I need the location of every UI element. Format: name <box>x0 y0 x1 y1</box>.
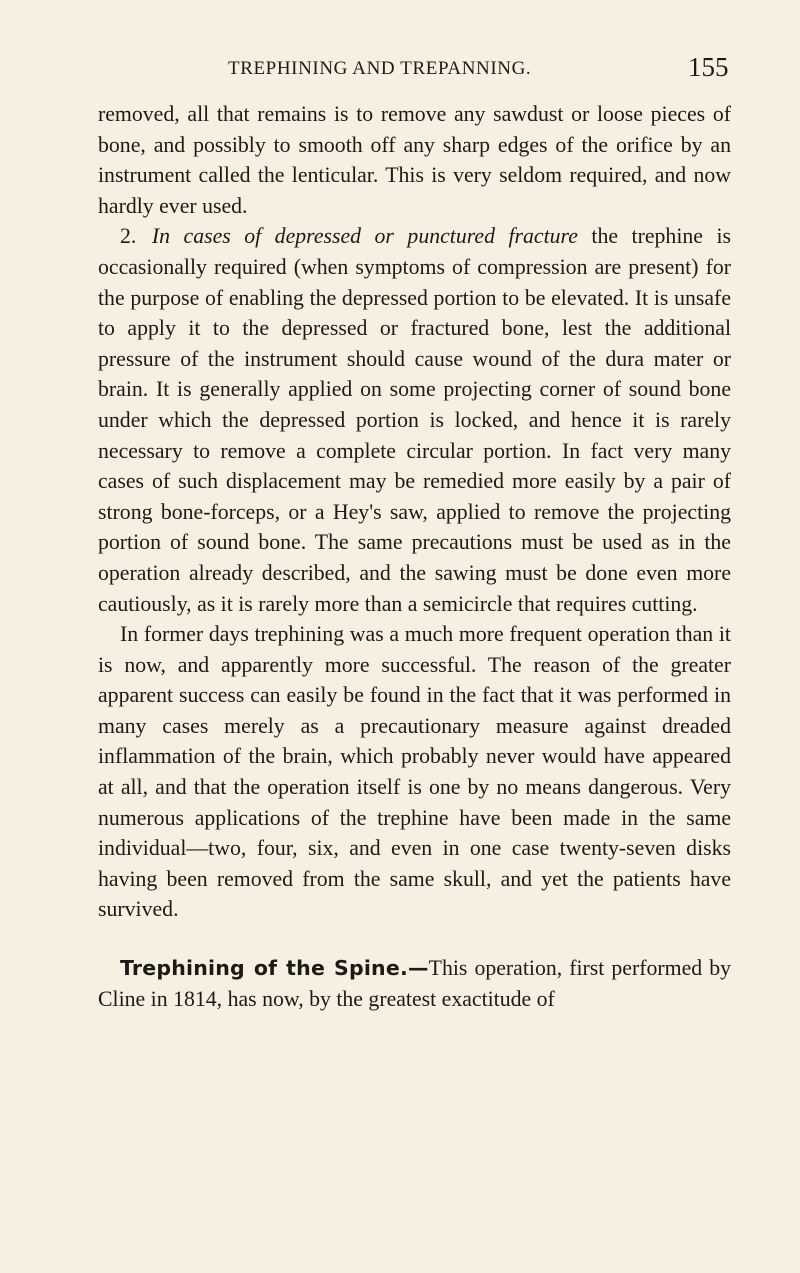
section-body: This operation, first performed by Cline in 1814, has now, by the greatest exactitude of <box>98 956 731 1011</box>
paragraph-body: the trephine is occasionally required (when symptoms of compression are present) for the purpose of enabling the depressed portion to be elevated. It is unsafe to apply it to the depressed or fractured bone, lest the additional pressure of the instrument should cause wound of the dura mater or brain. It is generally applied on some projecting corner of sound bone under which the depressed portion is locked, and hence it is rarely necessary to remove a complete circular portion. In fact very many cases of such displacement may be remedied more easily by a pair of strong bone-forceps, or a Hey's saw, applied to remove the projecting portion of sound bone. The same precautions must be used as in the operation already described, and the sawing must be done even more cautiously, as it is rarely more than a semicircle that requires cutting. <box>98 224 731 616</box>
paragraph-depressed-fracture <box>98 221 731 619</box>
section-title: Trephining of the Spine.— <box>120 956 429 981</box>
page-number: 155 <box>688 52 729 82</box>
paragraph-former-days: In former days trephining was a much more frequent operation than it is now, and apparently more successful. The reason of the greater apparent success can easily be found in the fact that it was performed in many cases merely as a precautionary measure against dreaded inflammation of the brain, which probably never would have appeared at all, and that the operation itself is one by no means dangerous. Very numerous applications of the trephine have been made in the same individual—two, four, six, and even in one case twenty-seven disks having been removed from the same skull, and yet the patients have survived. <box>98 622 731 922</box>
paragraph-number: 2. <box>120 224 137 249</box>
running-head: TREPHINING AND TREPANNING. <box>228 58 532 79</box>
paragraph-continued: removed, all that remains is to remove any sawdust or loose pieces of bone, and possibly to smooth off any sharp edges of the orifice by an instrument called the lenticular. This is very seldom required, and now hardly ever used. <box>98 102 731 218</box>
body-text <box>98 99 731 1014</box>
paragraph-heading <box>152 224 578 248</box>
section-trephining-spine <box>98 953 731 1014</box>
page-header <box>0 52 800 86</box>
paragraph-heading-text: In cases of depressed or punctured fracture <box>151 224 578 249</box>
